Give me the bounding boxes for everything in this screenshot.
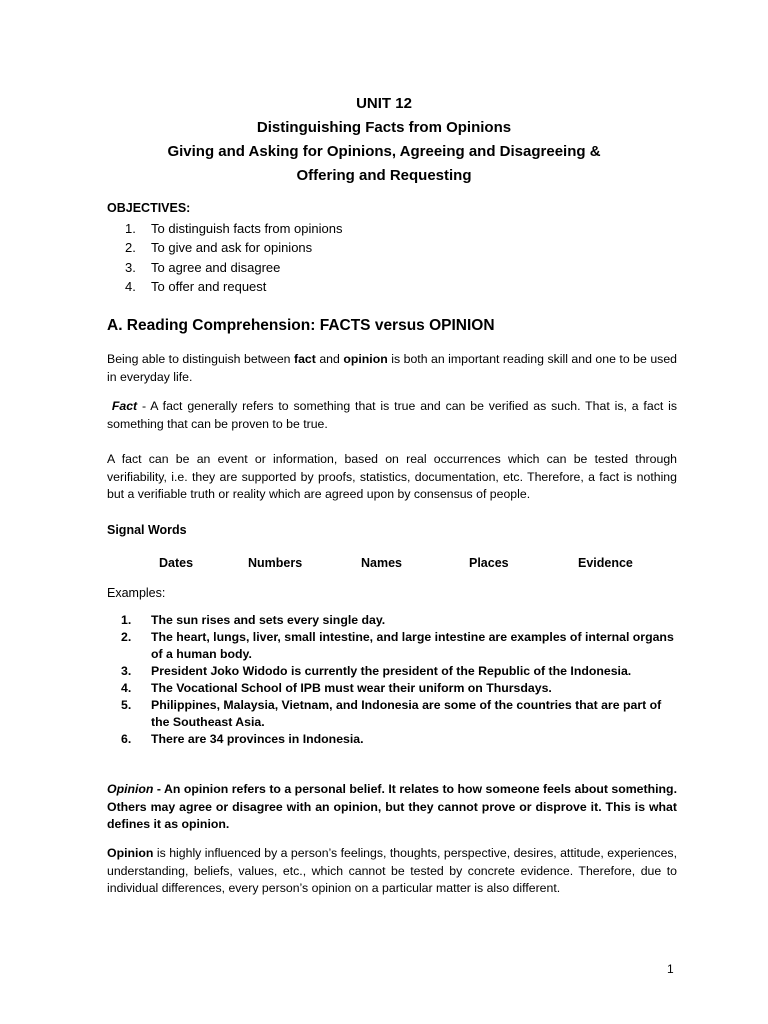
intro-paragraph [107,351,677,386]
title-line-2: Giving and Asking for Opinions, Agreeing and Disagreeing & [167,143,601,160]
list-item [107,629,677,663]
title-line-3: Offering and Requesting [296,167,472,184]
list-text: To distinguish facts from opinions [151,221,343,236]
opinion-definition [107,781,677,834]
intro-text: Being able to distinguish between [107,352,294,366]
list-item [107,277,342,296]
opinion-paragraph [107,845,677,898]
list-number: 6. [121,732,132,746]
signal-word-names: Names [361,556,402,570]
opinion-paragraph-text: is highly influenced by a person’s feelings, thoughts, perspective, desires, attitude, experiences, understanding, beliefs, values, etc., which cannot be tested by concrete evidence. Therefore, due to individual differences, every person’s opinion on a particular matter is also different. [107,846,677,895]
list-number: 1. [121,613,132,627]
signal-word-dates: Dates [159,556,194,570]
fact-paragraph: A fact can be an event or information, based on real occurrences which can be tested through verifiability, i.e. they are supported by proofs, statistics, documentation, etc. Therefore, a fact is nothing but a verifiable truth or reality which are agreed upon by consensus of people. [107,452,677,501]
objectives-heading: OBJECTIVES: [107,201,191,215]
list-item [107,697,677,731]
list-text: To offer and request [151,278,267,294]
list-item [107,731,677,748]
list-text: There are 34 provinces in Indonesia. [151,732,364,746]
intro-and: and [315,352,344,366]
list-text: The Vocational School of IPB must wear their uniform on Thursdays. [151,681,552,695]
opinion-label: Opinion [107,782,154,796]
list-item [107,680,677,697]
opinion-word: Opinion [107,846,154,860]
intro-text-end: is both an important reading skill and one to be used in everyday life. [107,352,677,384]
signal-word-evidence: Evidence [578,556,633,570]
list-number: 4. [121,681,132,695]
fact-definition-text: - A fact generally refers to something that is true and can be verified as such. That is, a fact is something that can be proven to be true. [107,399,677,431]
list-number: 3. [121,664,132,678]
examples-list [107,612,677,748]
list-number: 2. [125,240,136,256]
intro-fact-word: fact [293,352,316,366]
list-item [107,612,677,629]
list-item [107,663,677,680]
title-block [0,92,768,188]
list-text: To agree and disagree [151,259,281,275]
list-text: To give and ask for opinions [151,240,313,256]
list-text: Philippines, Malaysia, Vietnam, and Indonesia are some of the countries that are part of the Southeast Asia. [151,698,662,729]
list-text: The heart, lungs, liver, small intestine, and large intestine are examples of internal organs of a human body. [151,630,674,661]
list-item [107,258,342,277]
signal-word-places: Places [469,556,509,570]
objectives-list [107,219,342,296]
list-text: President Joko Widodo is currently the president of the Republic of the Indonesia. [151,664,632,678]
list-number: 5. [121,698,132,712]
examples-heading: Examples: [107,586,166,600]
title-line-1: Distinguishing Facts from Opinions [256,119,512,136]
section-a-heading: A. Reading Comprehension: FACTS versus OPINION [107,317,495,334]
list-item [107,238,342,257]
intro-opinion-word: opinion [343,352,388,366]
list-number: 3. [125,259,136,275]
fact-label: Fact [111,399,138,413]
list-number: 2. [121,630,132,644]
unit-title: UNIT 12 [356,95,412,112]
opinion-definition-text: - An opinion refers to a personal belief. It relates to how someone feels about something. Others may agree or disagree with an opinion, but they cannot prove or disprove it. This is what defines it as opinion. [107,782,677,831]
list-number: 4. [125,278,136,294]
signal-word-numbers: Numbers [248,556,303,570]
page-number: 1 [667,962,674,976]
fact-definition [107,398,677,433]
list-number: 1. [125,221,136,236]
signal-words-heading: Signal Words [107,523,187,537]
list-text: The sun rises and sets every single day. [151,613,386,627]
list-item [107,219,342,238]
